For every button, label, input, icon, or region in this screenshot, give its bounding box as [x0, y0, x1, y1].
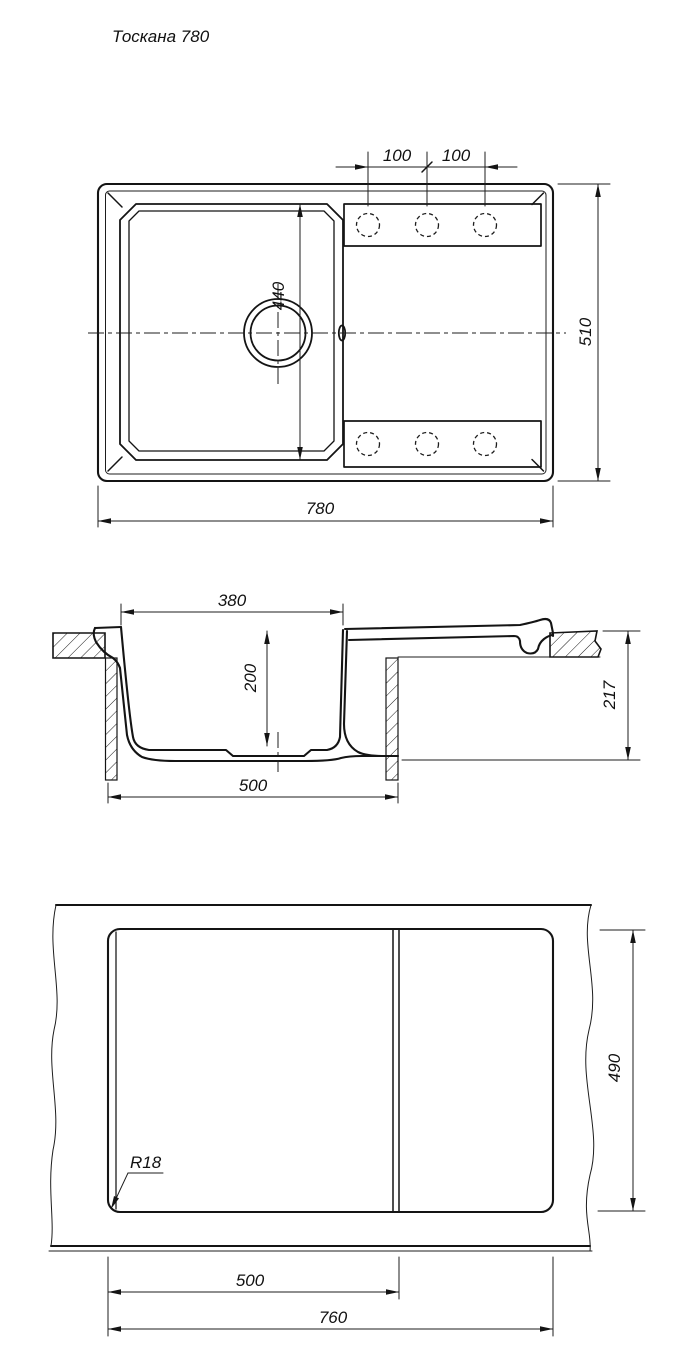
- countertop-right-section: [550, 631, 601, 657]
- dim-label-500-cutout: 500: [235, 1271, 265, 1290]
- dim-label-100-left: 100: [382, 146, 412, 165]
- cutout-view: [49, 905, 645, 1336]
- cabinet-wall-right: [386, 658, 398, 780]
- dimension-overall-width: [98, 486, 553, 527]
- section-view: [53, 591, 640, 803]
- dimension-bowl-top-width: [121, 591, 343, 625]
- bowl-opening: [120, 204, 343, 460]
- dim-label-490: 490: [605, 1053, 624, 1083]
- faucet-hole: [416, 433, 439, 456]
- bowl-outer-right-wall: [344, 631, 382, 756]
- drainboard-top-surface: [345, 619, 553, 636]
- rim-left-top: [95, 627, 121, 628]
- faucet-hole: [357, 214, 380, 237]
- corner-ray: [108, 193, 122, 207]
- break-line-left: [51, 905, 57, 1246]
- corner-ray: [108, 457, 122, 471]
- faucet-hole: [416, 214, 439, 237]
- corner-radius-callout: [111, 1153, 163, 1209]
- dimension-hole-spacing: [336, 146, 517, 206]
- cabinet-wall-left: [106, 658, 118, 780]
- faucet-hole: [357, 433, 380, 456]
- dimension-bowl-depth: [241, 631, 270, 746]
- dim-label-760: 760: [318, 1308, 348, 1327]
- corner-ray: [532, 193, 544, 205]
- dimension-total-height: [402, 631, 640, 760]
- dimension-cabinet-width: [108, 776, 398, 803]
- cutout-outline: [108, 929, 553, 1212]
- drawing-title: Тоскана 780: [112, 27, 210, 46]
- dimension-cutout-depth: [598, 930, 645, 1211]
- dimension-cutout-width: [108, 1257, 553, 1336]
- dim-label-200: 200: [241, 663, 260, 693]
- bowl-bottom-edge: [129, 211, 334, 451]
- dim-label-780: 780: [305, 499, 335, 518]
- dim-label-440: 440: [269, 281, 288, 311]
- faucet-hole: [474, 214, 497, 237]
- dimension-divider-offset: [108, 1257, 399, 1336]
- faucet-strip-bottom: [344, 421, 541, 467]
- bowl-inner-surface: [121, 627, 343, 756]
- top-view: [88, 146, 610, 527]
- dim-label-r18: R18: [130, 1153, 162, 1172]
- dim-label-500-section: 500: [238, 776, 268, 795]
- dim-label-217: 217: [600, 680, 619, 710]
- dim-label-380: 380: [217, 591, 247, 610]
- dim-label-510: 510: [576, 317, 595, 347]
- break-line-right: [586, 905, 594, 1251]
- sink-outer-shell: [94, 628, 398, 761]
- dimension-bowl-length: [269, 204, 303, 460]
- drainboard-underside-drip-groove: [349, 635, 552, 654]
- faucet-strip-top: [344, 204, 541, 246]
- dim-label-100-right: 100: [441, 146, 471, 165]
- faucet-hole: [474, 433, 497, 456]
